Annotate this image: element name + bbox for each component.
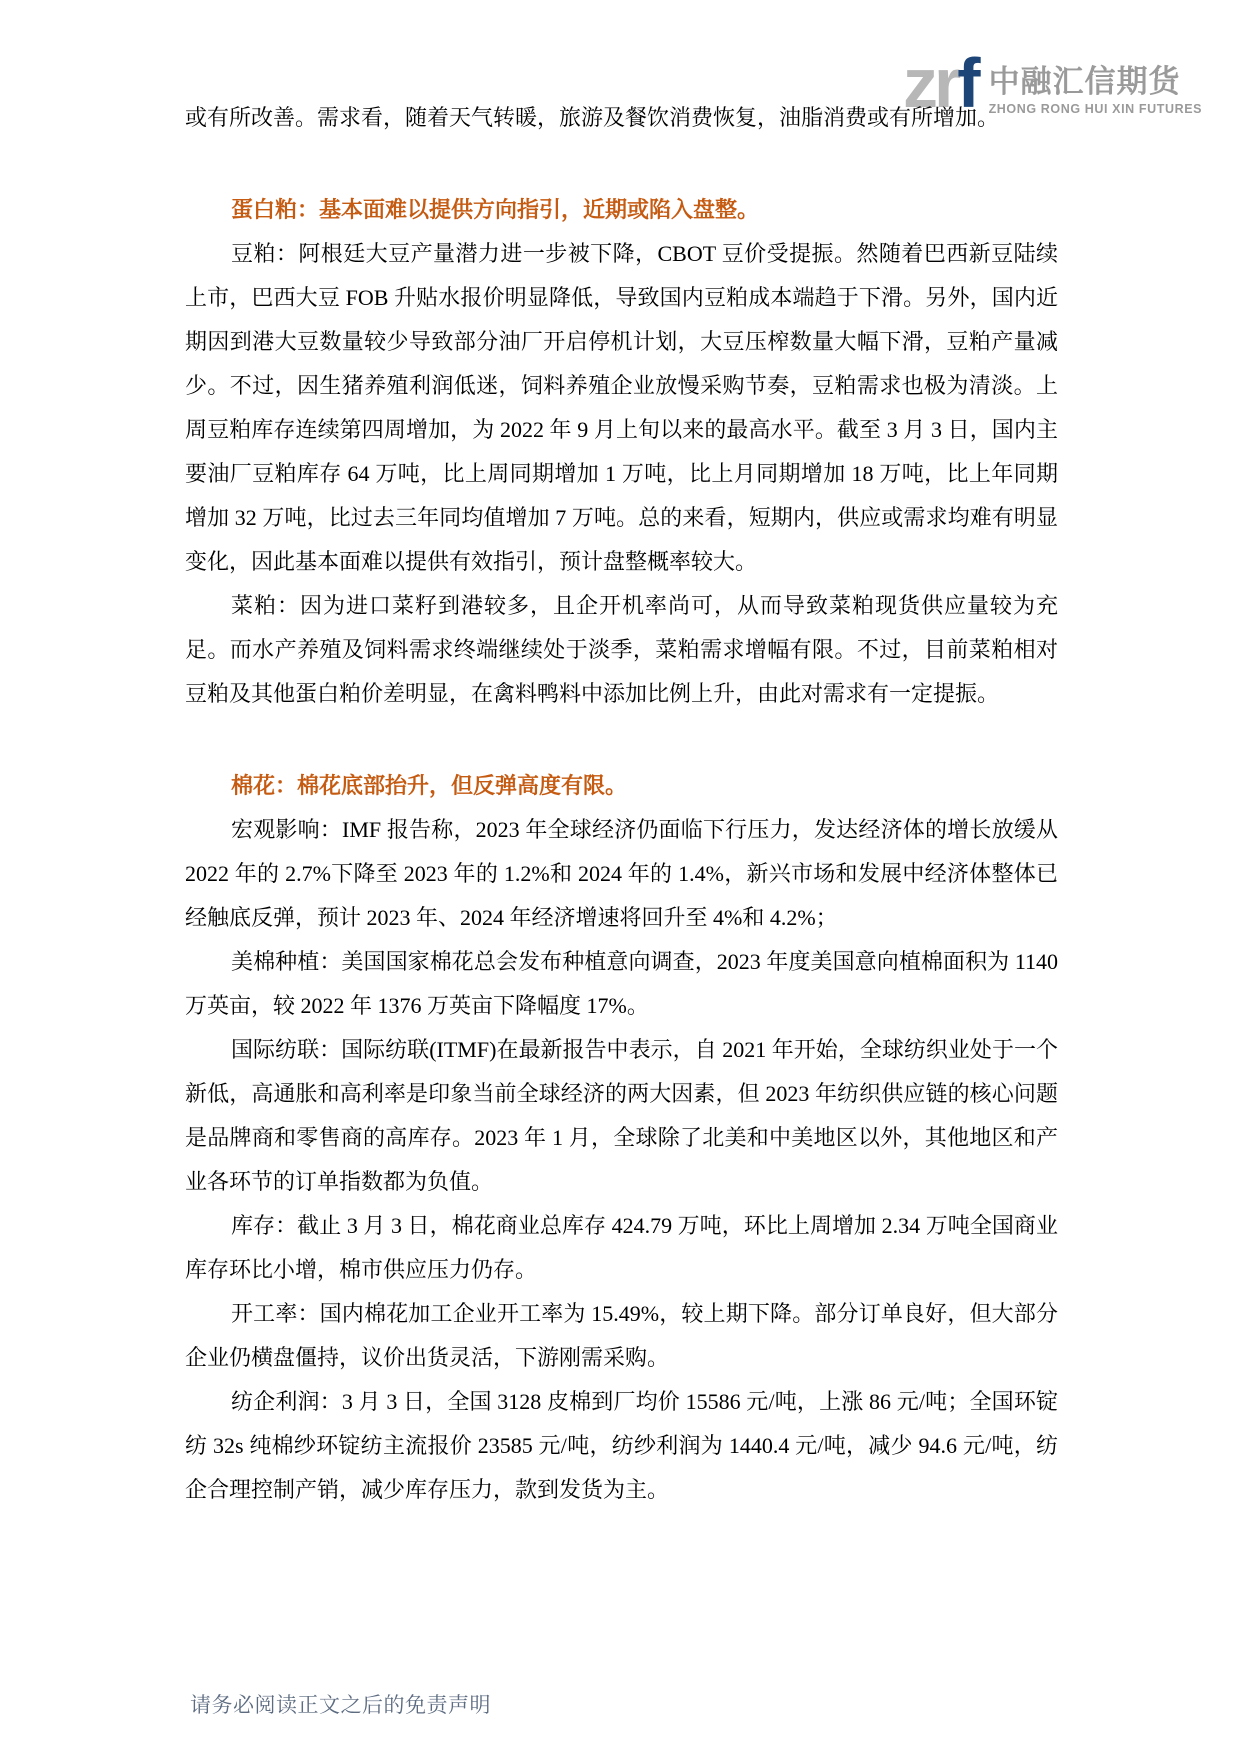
company-name-en: ZHONG RONG HUI XIN FUTURES <box>988 102 1203 117</box>
disclaimer-note: 请务必阅读正文之后的免责声明 <box>190 1693 491 1717</box>
paragraph-mill-profit: 纺企利润：3 月 3 日，全国 3128 皮棉到厂均价 15586 元/吨，上涨 86 元/吨；全国环锭纺 32s 纯棉纱环锭纺主流报价 23585 元/吨，纺纱利润为 1440.4 元/吨，减少 94.6 元/吨，纺企合理控制产销，减少库存压力，款到发货为主。 <box>185 1389 1058 1502</box>
paragraph-macro-impact: 宏观影响：IMF 报告称，2023 年全球经济仍面临下行压力，发达经济体的增长放缓从 2022 年的 2.7%下降至 2023 年的 1.2%和 2024 年的 1.4%，新兴市场和发展中经济体整体已经触底反弹，预计 2023 年、2024 年经济增速将回升至 4%和 4.2%； <box>185 817 1058 930</box>
company-name-cn: 中融汇信期货 <box>988 64 1181 100</box>
intro-continuation-line: 或有所改善。需求看，随着天气转暖，旅游及餐饮消费恢复，油脂消费或有所增加。 <box>185 105 1000 130</box>
paragraph-inventory: 库存：截止 3 月 3 日，棉花商业总库存 424.79 万吨，环比上周增加 2.34 万吨全国商业库存环比小增，棉市供应压力仍存。 <box>185 1213 1058 1282</box>
logo-letter-f: f <box>957 44 977 122</box>
paragraph-itmf: 国际纺联：国际纺联(ITMF)在最新报告中表示，自 2021 年开始，全球纺织业处于一个新低，高通胀和高利率是印象当前全球经济的两大因素，但 2023 年纺织供应链的核心问题是品牌商和零售商的高库存。2023 年 1 月，全球除了北美和中美地区以外，其他地区和产业各环节的订单指数都为负值。 <box>185 1037 1058 1194</box>
logo-letters-zr: zr <box>903 44 958 122</box>
paragraph-operating-rate: 开工率：国内棉花加工企业开工率为 15.49%，较上期下降。部分订单良好，但大部分企业仍横盘僵持，议价出货灵活，下游刚需采购。 <box>185 1301 1058 1370</box>
paragraph-us-cotton-planting: 美棉种植：美国国家棉花总会发布种植意向调查，2023 年度美国意向植棉面积为 1140 万英亩，较 2022 年 1376 万英亩下降幅度 17%。 <box>185 949 1058 1018</box>
paragraph-rapeseed-meal: 菜粕：因为进口菜籽到港较多，且企开机率尚可，从而导致菜粕现货供应量较为充足。而水产养殖及饲料需求终端继续处于淡季，菜粕需求增幅有限。不过，目前菜粕相对豆粕及其他蛋白粕价差明显，在禽料鸭料中添加比例上升，由此对需求有一定提振。 <box>185 593 1058 706</box>
section-heading-protein-meal: 蛋白粕：基本面难以提供方向指引，近期或陷入盘整。 <box>231 197 760 222</box>
report-body <box>185 96 1058 1512</box>
section-heading-cotton: 棉花：棉花底部抬升，但反弹高度有限。 <box>231 773 628 798</box>
paragraph-soybean-meal: 豆粕：阿根廷大豆产量潜力进一步被下降，CBOT 豆价受提振。然随着巴西新豆陆续上市，巴西大豆 FOB 升贴水报价明显降低，导致国内豆粕成本端趋于下滑。另外，国内近期因到港大豆数量较少导致部分油厂开启停机计划，大豆压榨数量大幅下滑，豆粕产量减少。不过，因生猪养殖利润低迷，饲料养殖企业放慢采购节奏，豆粕需求也极为清淡。上周豆粕库存连续第四周增加，为 2022 年 9 月上旬以来的最高水平。截至 3 月 3 日，国内主要油厂豆粕库存 64 万吨，比上周同期增加 1 万吨，比上月同期增加 18 万吨，比上年同期增加 32 万吨，比过去三年同均值增加 7 万吨。总的来看，短期内，供应或需求均难有明显变化，因此基本面难以提供有效指引，预计盘整概率较大。 <box>185 241 1058 574</box>
